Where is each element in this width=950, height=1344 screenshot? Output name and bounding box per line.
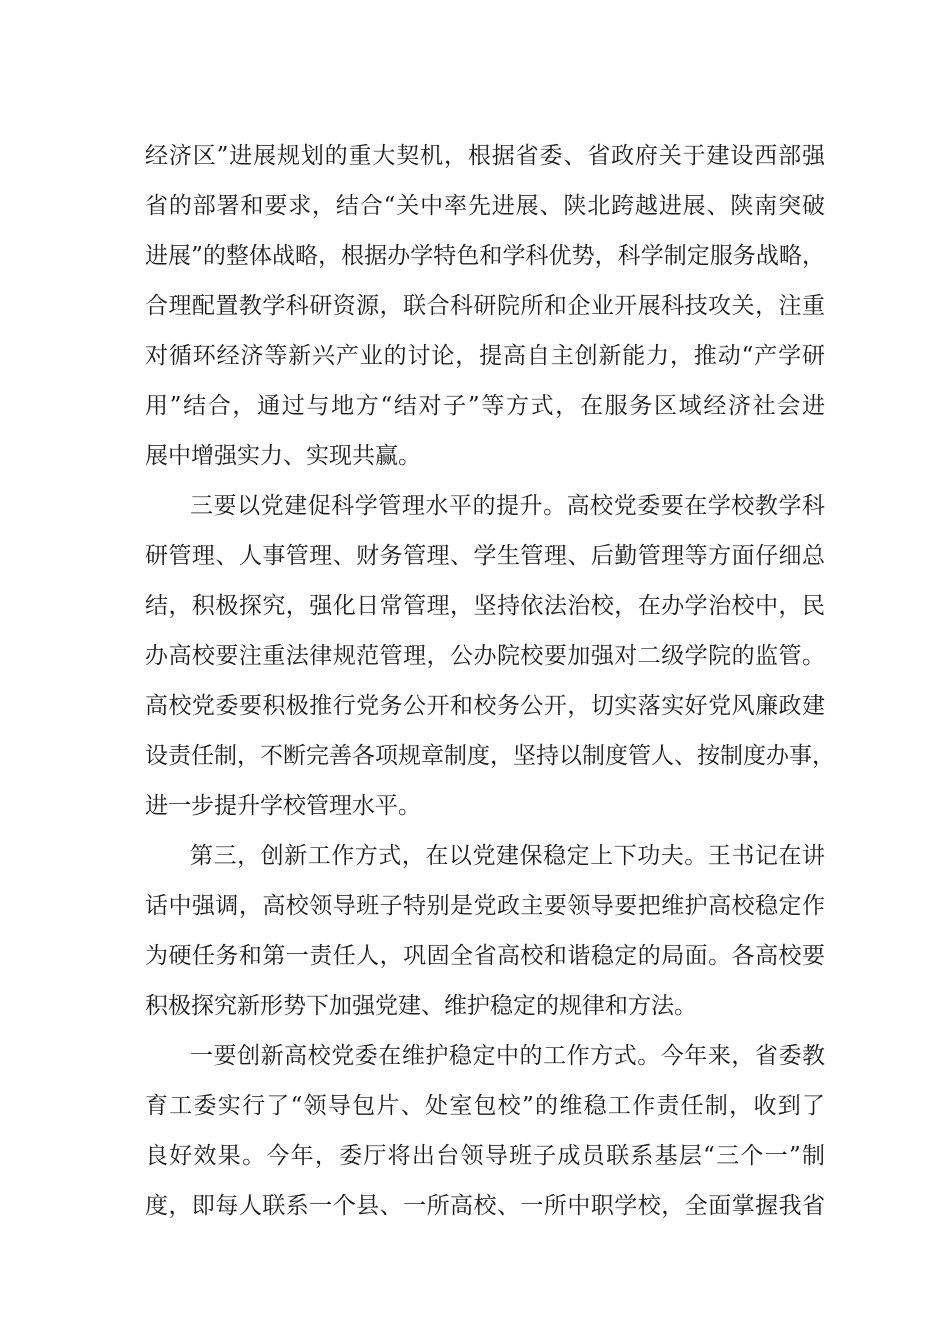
text-line: 育工委实行了“领导包片、处室包校”的维稳工作责任制，收到了	[145, 1093, 825, 1119]
text-line: 经济区”进展规划的重大契机，根据省委、省政府关于建设西部强	[145, 143, 825, 169]
paragraph-first-line: 一要创新高校党委在维护稳定中的工作方式。今年来，省委教	[190, 1043, 825, 1069]
text-line: 度，即每人联系一个县、一所高校、一所中职学校，全面掌握我省	[145, 1193, 825, 1219]
text-line: 进一步提升学校管理水平。	[145, 793, 421, 819]
text-line: 结，积极探究，强化日常管理，坚持依法治校，在办学治校中，民	[145, 593, 825, 619]
text-line: 积极探究新形势下加强党建、维护稳定的规律和方法。	[145, 993, 697, 1019]
text-line: 对循环经济等新兴产业的讨论，提高自主创新能力，推动“产学研	[145, 343, 825, 369]
text-line: 合理配置教学科研资源，联合科研院所和企业开展科技攻关，注重	[145, 293, 825, 319]
text-line: 展中增强实力、实现共赢。	[145, 443, 421, 469]
text-line: 设责任制，不断完善各项规章制度，坚持以制度管人、按制度办事，	[145, 743, 835, 769]
text-line: 话中强调，高校领导班子特别是党政主要领导要把维护高校稳定作	[145, 893, 825, 919]
text-line: 进展”的整体战略，根据办学特色和学科优势，科学制定服务战略，	[145, 243, 825, 269]
text-line: 为硬任务和第一责任人，巩固全省高校和谐稳定的局面。各高校要	[145, 943, 825, 969]
text-line: 高校党委要积极推行党务公开和校务公开，切实落实好党风廉政建	[145, 693, 825, 719]
text-line: 研管理、人事管理、财务管理、学生管理、后勤管理等方面仔细总	[145, 543, 825, 569]
paragraph-first-line: 第三，创新工作方式，在以党建保稳定上下功夫。王书记在讲	[190, 843, 825, 869]
text-line: 良好效果。今年，委厅将出台领导班子成员联系基层“三个一”制	[145, 1143, 825, 1169]
paragraph-first-line: 三要以党建促科学管理水平的提升。高校党委要在学校教学科	[190, 493, 825, 519]
text-line: 用”结合，通过与地方“结对子”等方式，在服务区域经济社会进	[145, 393, 825, 419]
text-line: 省的部署和要求，结合“关中率先进展、陕北跨越进展、陕南突破	[145, 193, 825, 219]
text-line: 办高校要注重法律规范管理，公办院校要加强对二级学院的监管。	[145, 643, 825, 669]
